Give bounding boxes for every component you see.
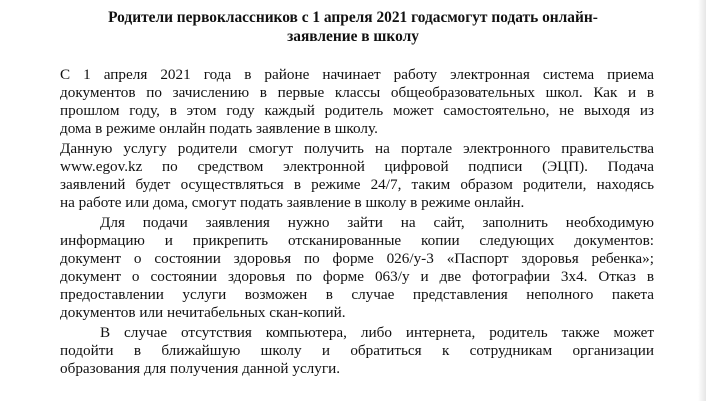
body-line: предоставлении услуги возможен в случае представления неполного пакета (60, 286, 654, 303)
body-line: дома в режиме онлайн подать заявление в школу. (60, 120, 378, 137)
body-line: www.egov.kz по средством электронной цифровой подписи (ЭЦП). Подача (60, 158, 654, 175)
body-line: Для подачи заявления нужно зайти на сайт, заполнить необходимую (100, 214, 654, 231)
body-line: заявлений будет осуществляться в режиме 24/7, таким образом родители, находясь (60, 176, 654, 193)
document-title-line-1: Родители первоклассников с 1 апреля 2021 годасмогут подать онлайн- (108, 9, 598, 26)
body-line: документов по зачислению в первые классы общеобразовательных школ. Как и в (60, 84, 654, 101)
body-line: В случае отсутствия компьютера, либо интернета, родитель также может (100, 324, 654, 341)
body-line: документ о состоянии здоровья по форме 063/у и две фотографии 3х4. Отказ в (60, 268, 654, 285)
body-line: образования для получения данной услуги. (60, 360, 341, 377)
body-line: документов или нечитабельных скан-копий. (60, 304, 346, 321)
body-line: Данную услугу родители смогут получить на портале электронного правительства (60, 140, 654, 157)
body-line: информацию и прикрепить отсканированные копии следующих документов: (60, 232, 654, 249)
body-line: на работе или дома, смогут подать заявление в школу в режиме онлайн. (60, 194, 525, 211)
body-line: документ о состоянии здоровья по форме 026/у-3 «Паспорт здоровья ребенка»; (60, 250, 654, 267)
document-title-line-2: заявление в школу (287, 28, 419, 45)
body-line: прошлом году, в этом году каждый родитель может самостоятельно, не выходя из (60, 102, 654, 119)
page-edge-shadow (698, 0, 706, 401)
body-line: С 1 апреля 2021 года в районе начинает работу электронная система приема (60, 66, 654, 83)
body-line: подойти в ближайшую школу и обратиться к сотрудникам организации (60, 342, 654, 359)
